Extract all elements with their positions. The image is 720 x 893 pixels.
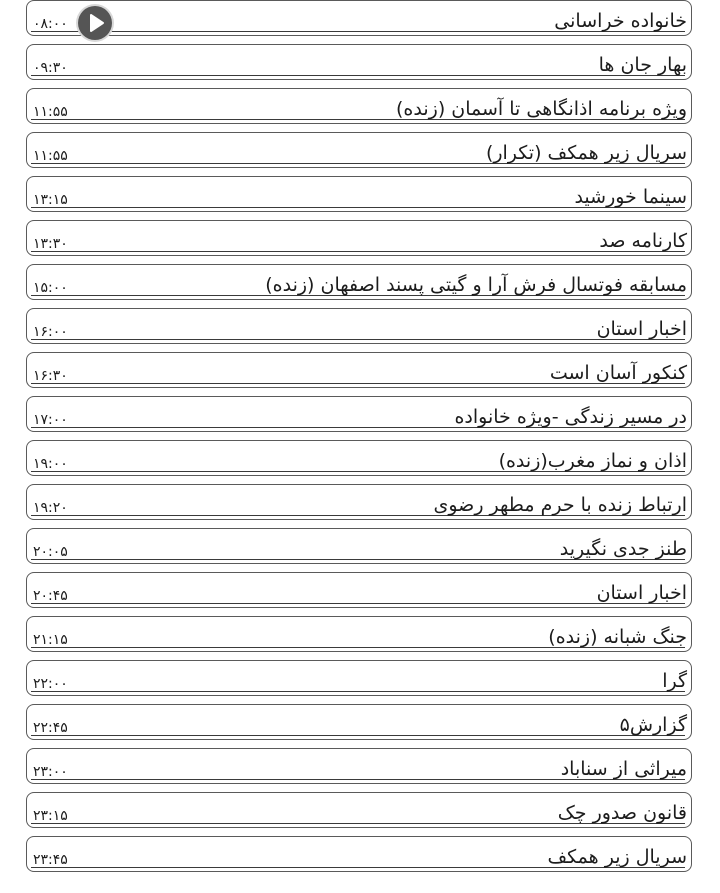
- schedule-row[interactable]: [26, 484, 692, 520]
- play-icon: [78, 6, 112, 40]
- program-time: ۲۳:۱۵: [33, 808, 68, 824]
- schedule-row[interactable]: [26, 616, 692, 652]
- schedule-row[interactable]: [26, 396, 692, 432]
- program-title: کارنامه صد: [599, 230, 687, 252]
- schedule-row[interactable]: [26, 528, 692, 564]
- program-title: ویژه برنامه اذانگاهی تا آسمان (زنده): [396, 98, 687, 120]
- program-time: ۱۵:۰۰: [33, 280, 68, 296]
- schedule-row[interactable]: [26, 792, 692, 828]
- program-title: اخبار استان: [596, 582, 687, 604]
- program-time: ۱۱:۵۵: [33, 148, 68, 164]
- row-divider: [31, 339, 685, 340]
- row-divider: [31, 735, 685, 736]
- program-time: ۲۳:۴۵: [33, 852, 68, 868]
- program-title: گزارش۵: [619, 714, 687, 736]
- program-time: ۱۶:۳۰: [33, 368, 68, 384]
- schedule-row[interactable]: [26, 704, 692, 740]
- schedule-row[interactable]: [26, 0, 692, 36]
- schedule-row[interactable]: [26, 308, 692, 344]
- program-time: ۱۳:۳۰: [33, 236, 68, 252]
- program-title: بهار جان ها: [598, 54, 687, 76]
- program-time: ۲۰:۰۵: [33, 544, 68, 560]
- schedule-row[interactable]: [26, 572, 692, 608]
- program-title: میراثی از سناباد: [560, 758, 687, 780]
- program-time: ۲۰:۴۵: [33, 588, 68, 604]
- schedule-row[interactable]: [26, 748, 692, 784]
- program-title: اذان و نماز مغرب(زنده): [498, 450, 687, 472]
- program-title: ارتباط زنده با حرم مطهر رضوی: [433, 494, 687, 516]
- program-time: ۲۲:۰۰: [33, 676, 68, 692]
- program-time: ۱۳:۱۵: [33, 192, 68, 208]
- program-time: ۰۹:۳۰: [33, 60, 68, 76]
- schedule-row[interactable]: [26, 132, 692, 168]
- row-divider: [31, 603, 685, 604]
- row-divider: [31, 691, 685, 692]
- program-title: قانون صدور چک: [557, 802, 687, 824]
- program-title: جنگ شبانه (زنده): [548, 626, 687, 648]
- program-title: کنکور آسان است: [549, 362, 687, 384]
- program-title: سریال زیر همکف: [547, 846, 687, 868]
- program-time: ۲۱:۱۵: [33, 632, 68, 648]
- row-divider: [31, 75, 685, 76]
- program-time: ۰۸:۰۰: [33, 16, 68, 32]
- schedule-row[interactable]: [26, 176, 692, 212]
- program-time: ۱۹:۲۰: [33, 500, 68, 516]
- program-title: سریال زیر همکف (تکرار): [485, 142, 687, 164]
- program-time: ۱۷:۰۰: [33, 412, 68, 428]
- play-button[interactable]: [78, 6, 112, 40]
- program-title: سینما خورشید: [574, 186, 687, 208]
- schedule-row[interactable]: [26, 88, 692, 124]
- program-time: ۱۹:۰۰: [33, 456, 68, 472]
- program-title: در مسیر زندگی -ویژه خانواده: [454, 406, 687, 428]
- schedule-row[interactable]: [26, 440, 692, 476]
- program-title: خانواده خراسانی: [554, 10, 687, 32]
- schedule-row[interactable]: [26, 352, 692, 388]
- program-time: ۲۲:۴۵: [33, 720, 68, 736]
- program-time: ۱۶:۰۰: [33, 324, 68, 340]
- schedule-row[interactable]: [26, 220, 692, 256]
- row-divider: [31, 251, 685, 252]
- program-title: اخبار استان: [596, 318, 687, 340]
- schedule-row[interactable]: [26, 660, 692, 696]
- program-title: طنز جدی نگیرید: [559, 538, 687, 560]
- schedule-row[interactable]: [26, 836, 692, 872]
- program-time: ۲۳:۰۰: [33, 764, 68, 780]
- schedule-row[interactable]: [26, 44, 692, 80]
- program-title: مسابقه فوتسال فرش آرا و گیتی پسند اصفهان (زنده): [265, 274, 687, 296]
- program-time: ۱۱:۵۵: [33, 104, 68, 120]
- program-title: گرا: [662, 670, 687, 692]
- schedule-row[interactable]: [26, 264, 692, 300]
